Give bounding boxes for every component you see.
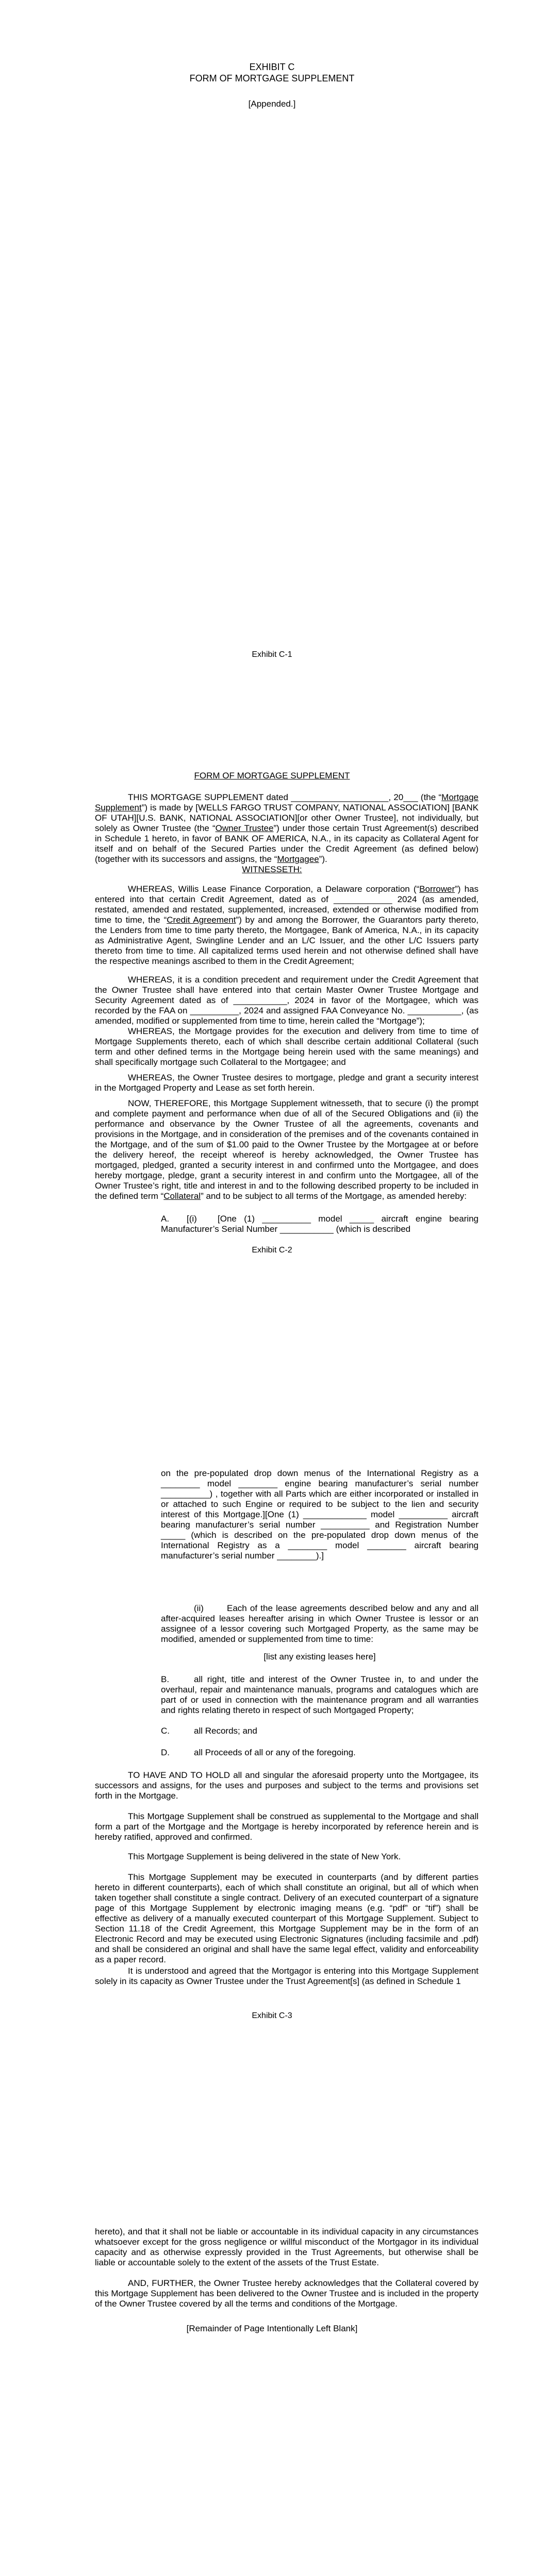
item-sublabel: (ii) bbox=[194, 1603, 204, 1613]
counterparts-paragraph: This Mortgage Supplement may be executed in counterparts (and by different parties hereto in different counterparts), each of which shall constitute an original, but all of which when taken together shall constitute a single contract. Delivery of an executed counterpart of a signature page of this Mortgage Supplement by electronic imaging means (e.g. “pdf” or “tif”) shall be effective as delivery of a manually executed counterpart of this Mortgage Supplement. Subject to Section 11.18 of the Credit Agreement, this Mortgage Supplement may be in the form of an Electronic Record and may be executed using Electronic Signatures (including facsimile and .pdf) and shall be considered an original and shall have the same legal effect, validity and enforceability as a paper record. bbox=[95, 1872, 479, 1964]
witnesseth-heading: WITNESSETH: bbox=[242, 865, 302, 874]
defined-term: Mortgage bbox=[379, 1016, 417, 1026]
page-number: Exhibit C-2 bbox=[252, 1246, 292, 1255]
defined-term: Mortgagee bbox=[277, 854, 319, 864]
item-label: A. bbox=[161, 1214, 170, 1224]
intro-text: ”). bbox=[319, 854, 327, 864]
page-number: Exhibit C-3 bbox=[252, 2011, 292, 2020]
defined-term: Mortgage Supplement bbox=[95, 792, 479, 812]
intro-text: ”) under those certain Trust Agreement(s) described in Schedule 1 hereto, in favor of BANK OF AMERICA, N.A., in its capacity as Collateral Agent for itself and on behalf of the Secured Parties under the Credit Agreement (as defined below) (together with its successors and assigns, the “ bbox=[95, 823, 479, 864]
intro-text: THIS MORTGAGE SUPPLEMENT dated ____________________, 20___ (the “ bbox=[128, 792, 442, 802]
supplemental-paragraph: This Mortgage Supplement shall be construed as supplemental to the Mortgage and shall form a part of the Mortgage and the Mortgage is hereby incorporated by reference herein and is hereby ratified, approved and confirmed. bbox=[95, 1811, 479, 1842]
item-label: B. bbox=[161, 1674, 170, 1684]
now-text: NOW, THEREFORE, this Mortgage Supplement witnesseth, that to secure (i) the prompt and complete payment and performance when due of all of the Secured Obligations and (ii) the performance and observance by the Owner Trustee of all the agreements, covenants and provisions in the Mortgage, and in consideration of the premises and of the covenants contained in the Mortgage, and of the sum of $1.00 paid to the Owner Trustee by the Mortgagee at or before the delivery hereof, the receipt whereof is hereby acknowledged, the Owner Trustee has mortgaged, pledged, granted a security interest in and confirmed unto the Mortgagee, and does hereby mortgage, pledge, grant a security interest in and confirm unto the Mortgagee, all of the Owner Trustee’s right, title and interest in and to the following described property to be included in the defined term “ bbox=[95, 1098, 479, 1201]
defined-term: Collateral bbox=[163, 1191, 201, 1201]
defined-term: Credit Agreement bbox=[167, 915, 236, 925]
list-leases-placeholder: [list any existing leases here] bbox=[263, 1652, 376, 1662]
now-text: ” and to be subject to all terms of the Mortgage, as amended hereby: bbox=[201, 1191, 467, 1201]
form-heading: FORM OF MORTGAGE SUPPLEMENT bbox=[194, 771, 350, 781]
exhibit-subtitle: FORM OF MORTGAGE SUPPLEMENT bbox=[189, 73, 355, 83]
whereas-text: ”) by and among the Borrower, the Guarantors party thereto, the Lenders from time to time party thereto, the Mortgagee, Bank of America, N.A., in its capacity as Administrative Agent, Swingline Lender and an L/C Issuer, and the other L/C Issuers party thereto from time to time. All capitalized terms used herein and not otherwise defined shall have the respective meanings ascribed to them in the Credit Agreement; bbox=[95, 915, 479, 966]
item-label: C. bbox=[161, 1726, 170, 1736]
item-text: all Proceeds of all or any of the foregoing. bbox=[194, 1748, 356, 1757]
whereas-paragraph-1 bbox=[95, 884, 479, 967]
item-text: Each of the lease agreements described below and any and all after-acquired leases hereafter arising in which Owner Trustee is lessor or an assignee of a lessor covering such Mortgaged Property, as the same may be modified, amended or supplemented from time to time: bbox=[161, 1603, 479, 1644]
whereas-paragraph-2 bbox=[95, 975, 479, 1026]
whereas-text: WHEREAS, Willis Lease Finance Corporation, a Delaware corporation (“ bbox=[128, 884, 420, 894]
whereas-text: ”); bbox=[416, 1016, 425, 1026]
whereas-text: WHEREAS, it is a condition precedent and requirement under the Credit Agreement that the Owner Trustee shall have entered into that certain Master Owner Trustee Mortgage and Security Agreement dated as of ___________, 2024 in favor of the Mortgagee, which was recorded by the FAA on __________, 2024 and assigned FAA Conveyance No. ___________, (as amended, modified or supplemented from time to time, herein called the “ bbox=[95, 975, 479, 1026]
intro-text: ”) is made by [WELLS FARGO TRUST COMPANY, NATIONAL ASSOCIATION] [BANK OF UTAH][U.S. BANK, NATIONAL ASSOCIATION][or other Owner Trustee], not individually, but solely as Owner Trustee (the “ bbox=[95, 803, 479, 833]
understood-continued: hereto), and that it shall not be liable or accountable in its individual capacity in any circumstances whatsoever except for the gross negligence or willful misconduct of the Mortgagor in its individual capacity and as otherwise expressly provided in the Trust Agreements, but otherwise shall be liable or accountable solely to the extent of the assets of the Trust Estate. bbox=[95, 2227, 479, 2267]
remainder-note: [Remainder of Page Intentionally Left Blank] bbox=[186, 2324, 358, 2333]
whereas-text: ”) has entered into that certain Credit Agreement, dated as of ____________ 2024 (as amended, restated, amended and restated, supplemented, increased, extended or otherwise modified from time to time, the “ bbox=[95, 884, 479, 925]
whereas-paragraph-4: WHEREAS, the Owner Trustee desires to mortgage, pledge and grant a security interest in the Mortgaged Property and Lease as set forth herein. bbox=[95, 1073, 479, 1093]
item-text: all Records; and bbox=[194, 1726, 257, 1736]
further-paragraph: AND, FURTHER, the Owner Trustee hereby acknowledges that the Collateral covered by this Mortgage Supplement has been delivered to the Owner Trustee and is included in the property of the Owner Trustee covered by all the terms and conditions of the Mortgage. bbox=[95, 2278, 479, 2309]
appended-note: [Appended.] bbox=[248, 99, 296, 109]
item-text: all right, title and interest of the Owner Trustee in, to and under the overhaul, repair and maintenance manuals, programs and catalogues which are part of or used in connection with the maintenance program and all warranties and rights relating thereto in respect of such Mortgaged Property; bbox=[161, 1674, 479, 1715]
defined-term: Borrower bbox=[419, 884, 455, 894]
item-label: D. bbox=[161, 1748, 170, 1757]
item-text: [One (1) __________ model _____ aircraft engine bearing Manufacturer’s Serial Number ___________ (which is described bbox=[161, 1214, 479, 1234]
habendum-paragraph: TO HAVE AND TO HOLD all and singular the aforesaid property unto the Mortgagee, its successors and assigns, for the uses and purposes and subject to the terms and provisions set forth in the Mortgage. bbox=[95, 1770, 479, 1801]
defined-term: Owner Trustee bbox=[215, 823, 274, 833]
whereas-paragraph-3: WHEREAS, the Mortgage provides for the execution and delivery from time to time of Mortgage Supplements thereto, each of which shall describe certain additional Collateral (such term and other defined terms in the Mortgage being herein used with the same meanings) and shall specifically mortgage such Collateral to the Mortgagee; and bbox=[95, 1026, 479, 1067]
exhibit-title: EXHIBIT C bbox=[249, 62, 295, 72]
item-a-continued: on the pre-populated drop down menus of the International Registry as a ________ model ________ engine bearing manufacturer’s serial number __________) , together with all Parts which are either incorporated or installed in or attached to such Engine or required to be subject to the lien and security interest of this Mortgage.][One (1) _____________ model __________ aircraft bearing manufacturer’s serial number __________ and Registration Number _____ (which is described on the pre-populated drop down menus of the International Registry as a ________ model ________ aircraft bearing manufacturer’s serial number ________).] bbox=[161, 1468, 479, 1561]
delivered-paragraph: This Mortgage Supplement is being delivered in the state of New York. bbox=[128, 1852, 401, 1861]
understood-paragraph: It is understood and agreed that the Mortgagor is entering into this Mortgage Supplement solely in its capacity as Owner Trustee under the Trust Agreement[s] (as defined in Schedule 1 bbox=[95, 1966, 479, 1986]
item-sublabel: [(i) bbox=[187, 1214, 197, 1224]
now-therefore-paragraph bbox=[95, 1098, 479, 1201]
intro-paragraph bbox=[95, 792, 479, 865]
page-number: Exhibit C-1 bbox=[252, 650, 292, 659]
